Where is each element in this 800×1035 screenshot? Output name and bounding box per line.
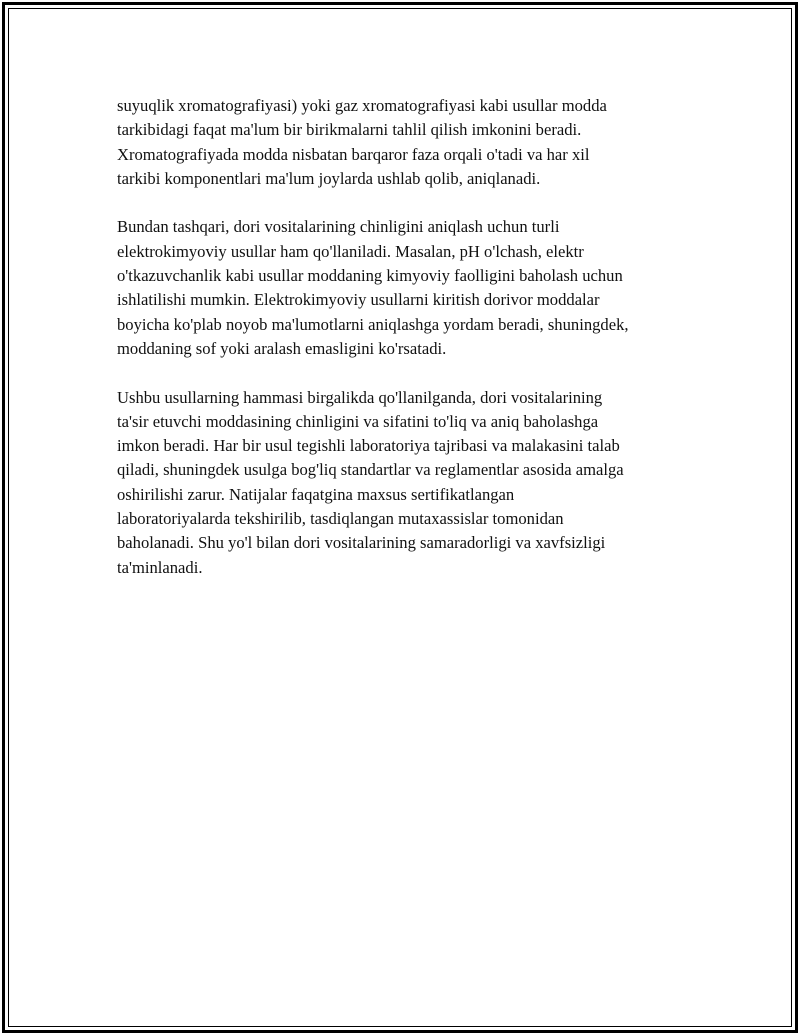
text-line: oshirilishi zarur. Natijalar faqatgina maxsus sertifikatlangan [117,484,515,504]
paragraph-1 [117,94,697,191]
text-line: ta'minlanadi. [117,557,203,577]
text-line: o'tkazuvchanlik kabi usullar moddaning kimyoviy faolligini baholash uchun [117,266,623,286]
text-line: qiladi, shuningdek usulga bog'liq standartlar va reglamentlar asosida amalga [117,460,624,480]
text-line: moddaning sof yoki aralash emasligini ko'rsatadi. [117,338,447,358]
text-line: tarkibi komponentlari ma'lum joylarda ushlab qolib, aniqlanadi. [117,168,541,188]
text-line: Xromatografiyada modda nisbatan barqaror faza orqali o'tadi va har xil [117,144,590,164]
text-line: laboratoriyalarda tekshirilib, tasdiqlangan mutaxassislar tomonidan [117,509,564,529]
text-line: elektrokimyoviy usullar ham qo'llaniladi. Masalan, pH o'lchash, elektr [117,241,584,261]
text-line: Bundan tashqari, dori vositalarining chinligini aniqlash uchun turli [117,217,560,237]
paragraph-3 [117,386,697,580]
text-line: ta'sir etuvchi moddasining chinligini va sifatini to'liq va aniq baholashga [117,411,599,431]
paragraph-2 [117,215,697,361]
document-body [117,94,697,604]
text-line: tarkibidagi faqat ma'lum bir birikmalarni tahlil qilish imkonini beradi. [117,120,582,140]
text-line: boyicha ko'plab noyob ma'lumotlarni aniqlashga yordam beradi, shuningdek, [117,314,629,334]
text-line: ishlatilishi mumkin. Elektrokimyoviy usullarni kiritish dorivor moddalar [117,290,600,310]
text-line: Ushbu usullarning hammasi birgalikda qo'llanilganda, dori vositalarining [117,387,603,407]
text-line: imkon beradi. Har bir usul tegishli laboratoriya tajribasi va malakasini talab [117,436,620,456]
text-line: baholanadi. Shu yo'l bilan dori vositalarining samaradorligi va xavfsizligi [117,533,606,553]
text-line: suyuqlik xromatografiyasi) yoki gaz xromatografiyasi kabi usullar modda [117,96,607,115]
